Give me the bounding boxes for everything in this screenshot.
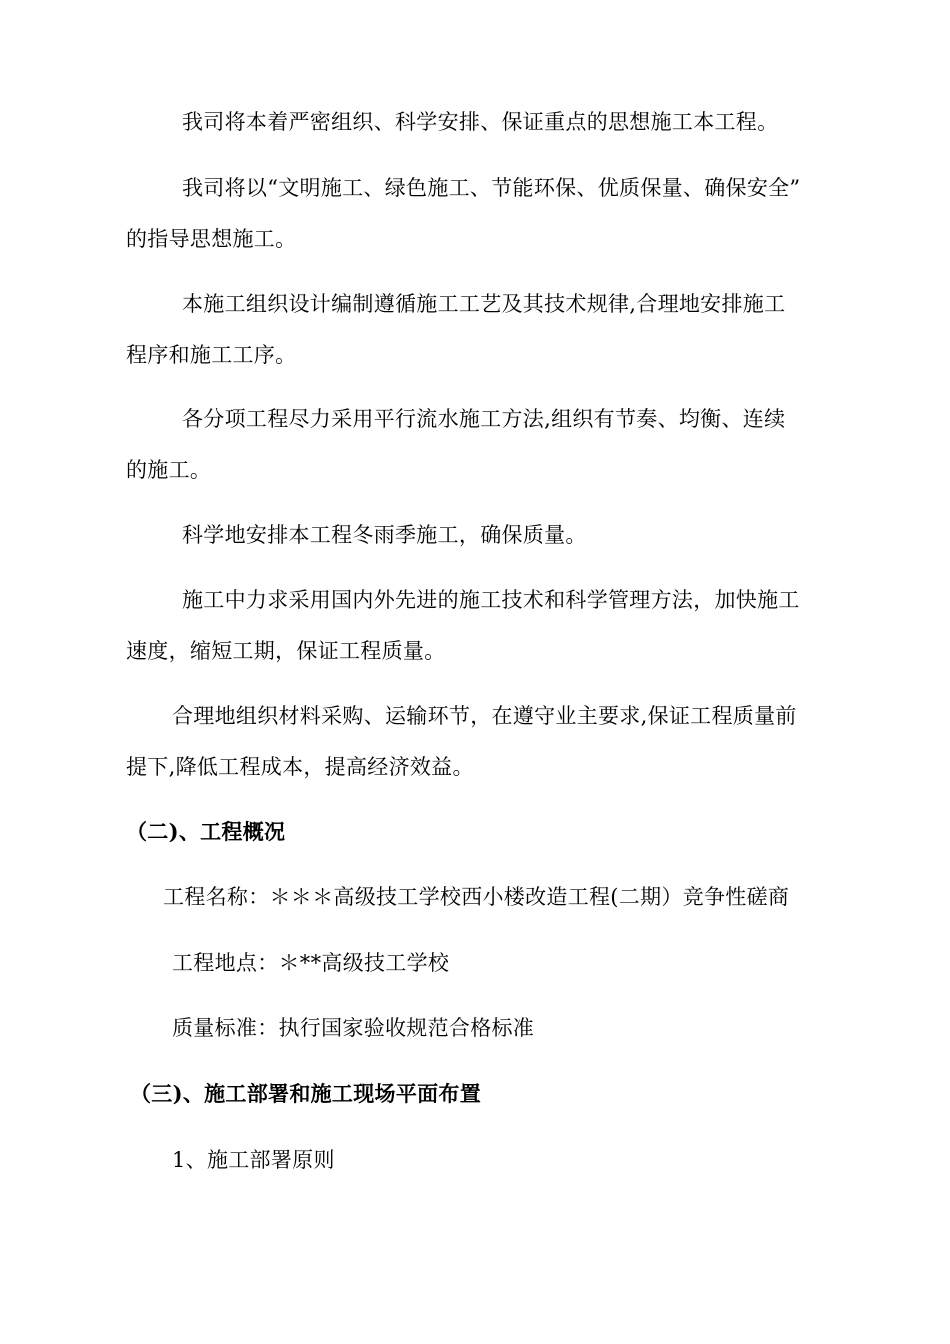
paragraph-line: 提下,降低工程成本，提高经济效益。 <box>126 755 474 779</box>
paragraph-line: 程序和施工工序。 <box>126 343 297 367</box>
section-heading: （二)、工程概况 <box>126 819 286 844</box>
paragraph-line: 合理地组织材料采购、运输环节，在遵守业主要求,保证工程质量前 <box>172 704 797 728</box>
paragraph-line: 各分项工程尽力采用平行流水施工方法,组织有节奏、均衡、连续 <box>182 407 786 431</box>
section-heading: （三)、施工部署和施工现场平面布置 <box>130 1081 482 1106</box>
paragraph-line: 科学地安排本工程冬雨季施工，确保质量。 <box>182 523 587 547</box>
paragraph-line: 我司将本着严密组织、科学安排、保证重点的思想施工本工程。 <box>182 110 779 134</box>
quality-standard: 质量标准：执行国家验收规范合格标准 <box>172 1016 535 1040</box>
project-location: 工程地点：＊**高级技工学校 <box>172 951 450 975</box>
paragraph-line: 速度，缩短工期，保证工程质量。 <box>126 639 446 663</box>
paragraph-line: 的施工。 <box>126 458 212 482</box>
subsection-heading: 1、施工部署原则 <box>172 1148 335 1172</box>
paragraph-line: 的指导思想施工。 <box>126 227 297 251</box>
paragraph-line: 我司将以“文明施工、绿色施工、节能环保、优质保量、确保安全” <box>182 176 801 200</box>
project-name: 工程名称：＊＊＊高级技工学校西小楼改造工程(二期）竞争性磋商 <box>163 885 790 909</box>
paragraph-line: 本施工组织设计编制遵循施工工艺及其技术规律,合理地安排施工 <box>182 292 786 316</box>
paragraph-line: 施工中力求采用国内外先进的施工技术和科学管理方法，加快施工 <box>182 588 800 612</box>
